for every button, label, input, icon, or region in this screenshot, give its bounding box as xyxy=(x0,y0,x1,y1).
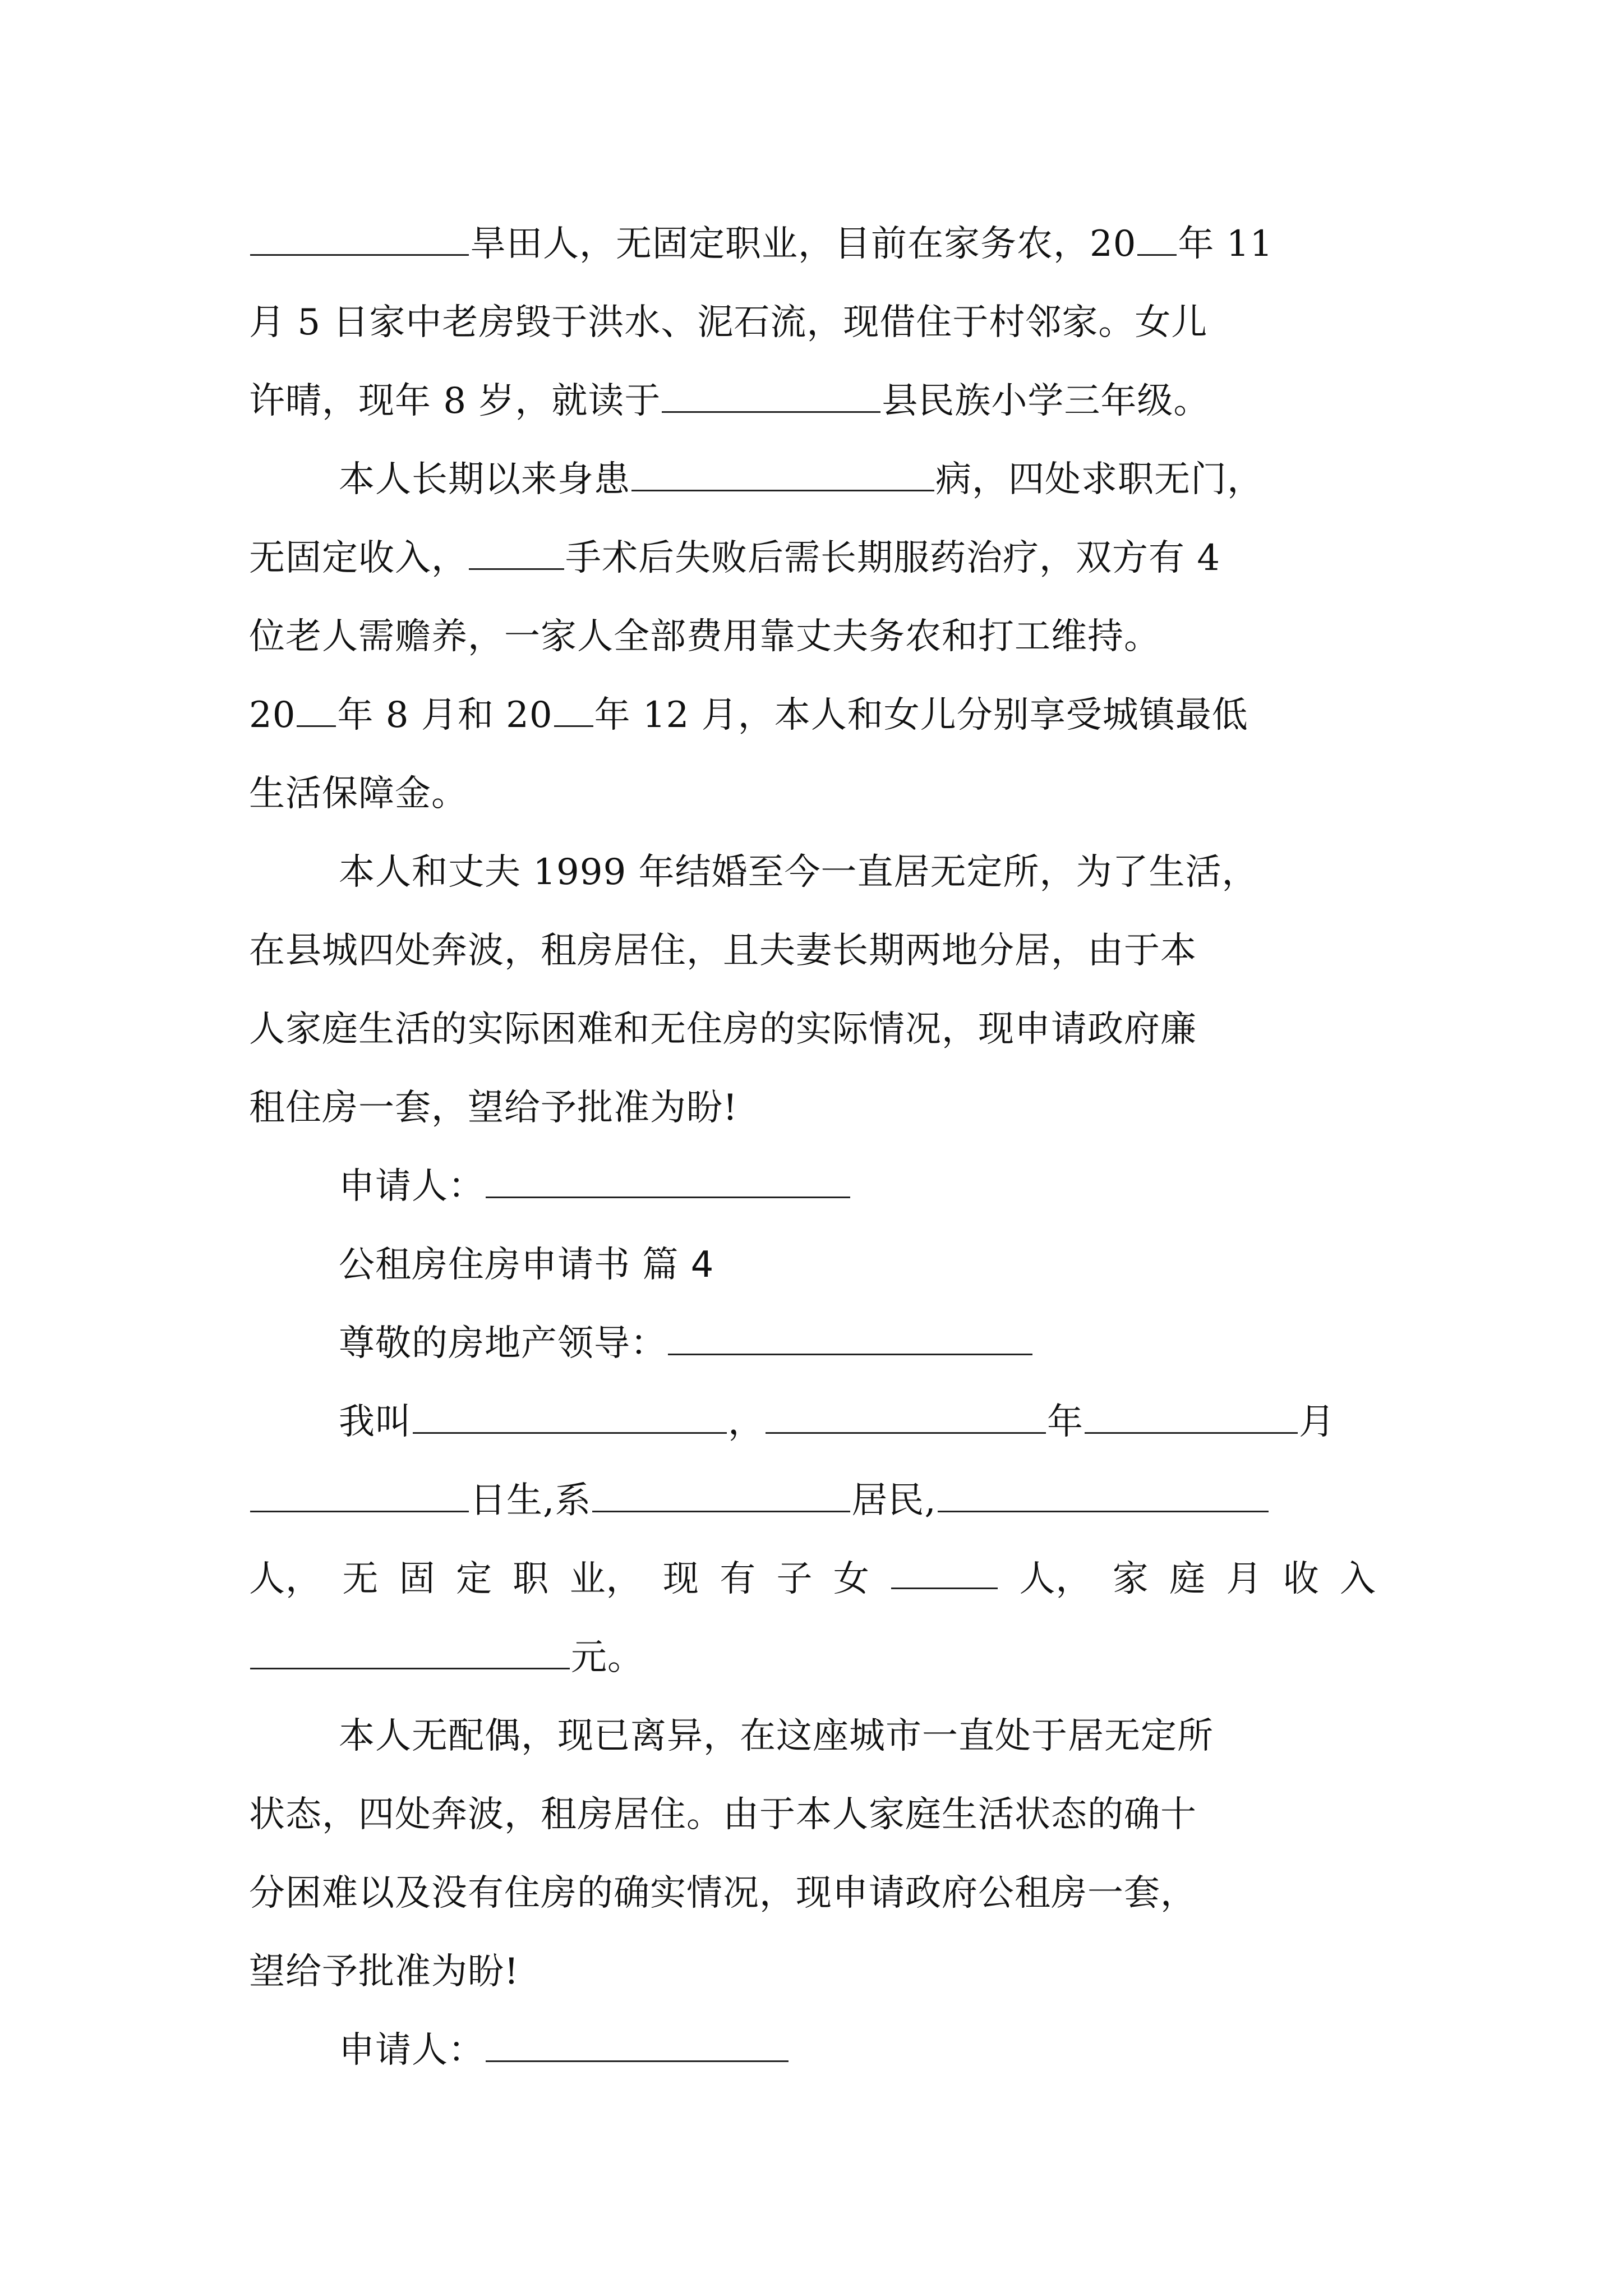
text-span: 人， xyxy=(249,1558,322,1600)
blank-field xyxy=(469,535,564,570)
text-span: 许晴，现年 8 岁，就读于 xyxy=(249,380,661,422)
text-span: 收 xyxy=(1283,1558,1320,1600)
salutation xyxy=(339,1318,1034,1369)
text-span: 定 xyxy=(455,1558,492,1600)
p4-line-1 xyxy=(339,1397,1335,1447)
text-span: 无固定收入， xyxy=(249,537,468,579)
p3-line-1: 本人和丈夫 1999 年结婚至今一直居无定所，为了生活， xyxy=(339,852,1258,893)
p5-line-1: 本人无配偶，现已离异，在这座城市一直处于居无定所 xyxy=(339,1715,1214,1757)
signature-blank xyxy=(486,2027,789,2062)
blank-field xyxy=(668,1320,1032,1355)
text-span: 年 8 月和 20 xyxy=(337,694,553,736)
text-span: 有 xyxy=(720,1558,757,1600)
p4-line-3 xyxy=(249,1554,1376,1604)
text-span: 病，四处求职无门， xyxy=(935,459,1264,500)
text-span: 20 xyxy=(249,694,296,736)
text-span: 年 xyxy=(1047,1401,1083,1443)
text-span: 旱田人，无固定职业，目前在家务农，20 xyxy=(470,223,1137,265)
blank-field xyxy=(297,692,336,727)
blank-field xyxy=(250,1477,469,1512)
salutation-text: 尊敬的房地产领导： xyxy=(339,1323,667,1364)
applicant-line-1 xyxy=(339,1161,851,1212)
blank-field xyxy=(250,1634,570,1669)
blank-field xyxy=(662,378,880,413)
blank-field xyxy=(1085,1398,1298,1434)
text-span: 现 xyxy=(662,1558,699,1600)
text-span: 家 xyxy=(1112,1558,1149,1600)
text-span: ， xyxy=(728,1401,764,1443)
p2-line-4 xyxy=(249,690,1248,740)
text-span: 年 12 月，本人和女儿分别享受城镇最低 xyxy=(594,694,1248,736)
applicant-label: 申请人： xyxy=(339,2030,485,2071)
text-span: 元。 xyxy=(571,1637,644,1678)
p4-line-2 xyxy=(249,1475,1270,1526)
text-span: 本人长期以来身患 xyxy=(339,459,630,500)
blank-field xyxy=(413,1398,727,1434)
blank-field xyxy=(938,1477,1269,1512)
text-span: 日生,系 xyxy=(470,1480,592,1521)
p5-line-4: 望给予批准为盼! xyxy=(249,1951,519,1993)
blank-field xyxy=(766,1398,1046,1434)
blank-field xyxy=(631,456,934,491)
text-span: 无 xyxy=(342,1558,379,1600)
text-span: 月 xyxy=(1299,1401,1335,1443)
text-span: 手术后失败后需长期服药治疗，双方有 4 xyxy=(565,537,1221,579)
blank-field xyxy=(554,692,593,727)
text-span: 县民族小学三年级。 xyxy=(882,380,1210,422)
p3-line-2: 在县城四处奔波，租房居住，且夫妻长期两地分居，由于本 xyxy=(249,930,1197,972)
text-span: 人， xyxy=(1019,1558,1092,1600)
text-span: 子 xyxy=(776,1558,813,1600)
section-heading: 公租房住房申请书 篇 4 xyxy=(339,1244,714,1286)
text-span: 女 xyxy=(833,1558,870,1600)
p3-line-4: 租住房一套，望给予批准为盼! xyxy=(249,1087,738,1129)
blank-field xyxy=(891,1554,998,1589)
p3-line-3: 人家庭生活的实际困难和无住房的实际情况，现申请政府廉 xyxy=(249,1009,1197,1050)
text-span: 居民, xyxy=(851,1480,937,1521)
p2-line-1 xyxy=(339,454,1264,505)
applicant-line-2 xyxy=(339,2025,790,2076)
p2-line-2 xyxy=(249,533,1220,583)
signature-blank xyxy=(486,1163,850,1198)
p5-line-2: 状态，四处奔波，租房居住。由于本人家庭生活状态的确十 xyxy=(249,1794,1197,1835)
text-span: 固 xyxy=(399,1558,436,1600)
blank-field xyxy=(592,1477,850,1512)
blank-field xyxy=(250,220,469,256)
text-span: 入 xyxy=(1340,1558,1376,1600)
p1-line-3 xyxy=(249,376,1210,426)
p5-line-3: 分困难以及没有住房的确实情况，现申请政府公租房一套， xyxy=(249,1872,1197,1914)
p4-line-4 xyxy=(249,1632,644,1683)
applicant-label: 申请人： xyxy=(339,1166,485,1207)
p1-line-2: 月 5 日家中老房毁于洪水、泥石流，现借住于村邻家。女儿 xyxy=(249,302,1208,343)
text-span: 职 xyxy=(513,1558,550,1600)
p2-line-5: 生活保障金。 xyxy=(249,773,468,815)
text-span: 月 xyxy=(1226,1558,1263,1600)
text-span: 业， xyxy=(569,1558,643,1600)
text-span: 庭 xyxy=(1169,1558,1206,1600)
text-span: 年 11 xyxy=(1178,223,1274,265)
blank-field xyxy=(1137,220,1177,256)
text-span: 我叫 xyxy=(339,1401,412,1443)
p2-line-3: 位老人需赡养，一家人全部费用靠丈夫务农和打工维持。 xyxy=(249,616,1160,657)
p1-line-1 xyxy=(249,219,1273,269)
